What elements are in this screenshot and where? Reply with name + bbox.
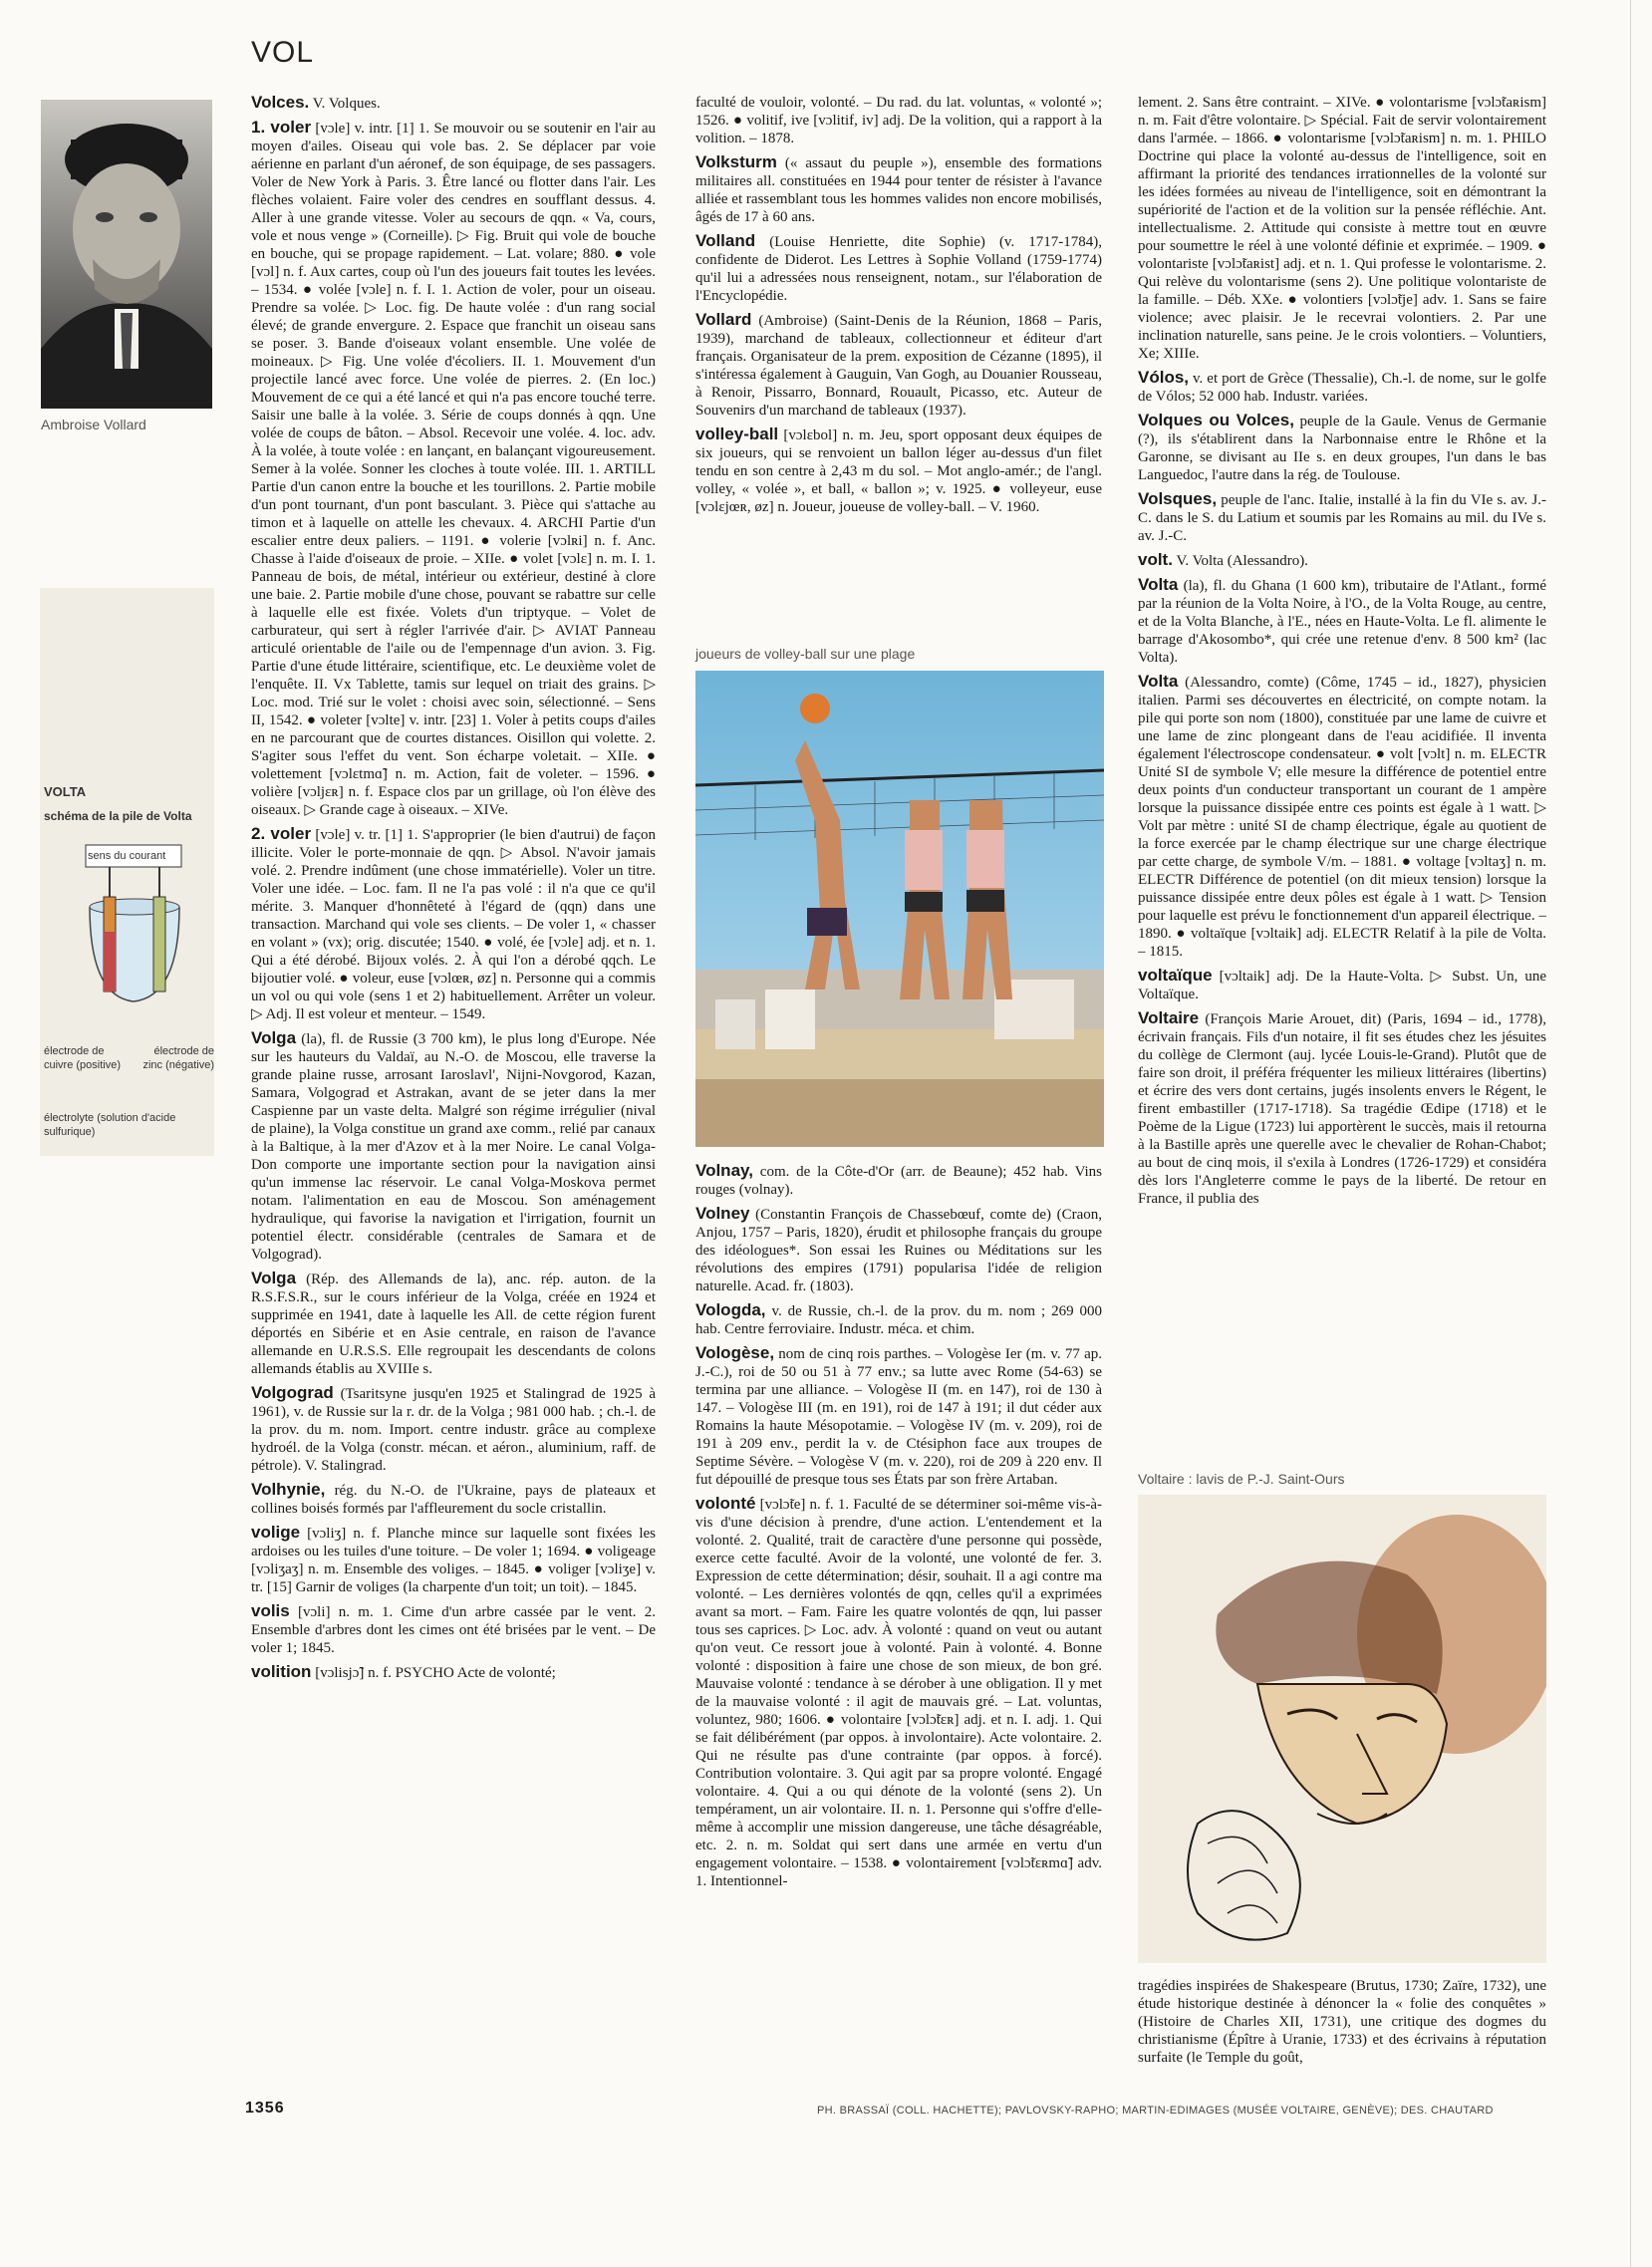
entry <box>695 1495 1102 1890</box>
entry <box>251 119 656 819</box>
entry <box>695 232 1102 305</box>
entry-text: [vɔle] v. intr. [1] 1. Se mouvoir ou se soutenir en l'air au moyen d'ailes. Oiseau qui vole bas. 2. Se déplacer par voie aérienne en parlant d'un aéronef, de son équipage, de ses passagers. Voler de New York à Paris. 3. Être lancé ou flotter dans l'air. Les flèches volaient. Faire voler des cendres en soufflant dessus. 4. Aller à une grande vitesse. Voler au secours de qqn. « Va, cours, vole et nous venge » (Corneille). ▷ Fig. Bruit qui vole de bouche en bouche, qui se propage rapidement. – Lat. volare; 880. ● vole [vɔl] n. f. Aux cartes, coup où l'un des joueurs fait toutes les levées. – 1534. ● volée [vɔle] n. f. I. 1. Action de voler, pour un oiseau. Prendre sa volée. ▷ Loc. fig. De haute volée : d'un rang social élevé; de grande envergure. 2. Espace que franchit un oiseau sans se poser. 3. Bande d'oiseaux volant ensemble. Une volée de moineaux. ▷ Fig. Une volée d'écoliers. II. 1. Mouvement d'un projectile lancé avec force. Une volée de pierres. 2. (En loc.) Mouvement de ce qui a été lancé et qui n'a pas encore touché terre. Saisir une balle à la volée. 3. Série de coups donnés à qqn. Une volée de coups de bâton. – Absol. Recevoir une volée. 4. loc. adv. À la volée, à toute volée : en lançant, en balançant vigoureusement. Semer à la volée. Sonner les cloches à toute volée. III. 1. ARTILL Partie d'un canon entre la bouche et les tourillons. 2. Partie mobile d'un pont tournant, d'un pont basculant. 3. Pièce qui s'attache au timon et à laquelle on attelle les chevaux. 4. ARCHI Partie d'un escalier entre deux paliers. – 1191. ● volerie [vɔlʀi] n. f. Anc. Chasse à l'aide d'oiseaux de proie. – XIIe. ● volet [vɔlɛ] n. m. I. 1. Panneau de bois, de métal, intérieur ou extérieur, destiné à clore une baie. 2. Partie mobile d'une chose, pouvant se rabattre sur celle à laquelle elle est fixée. Volets d'un triptyque. – Volet de carburateur, qui sert à régler l'arrivée d'air. ▷ AVIAT Panneau articulé orientable de l'aile ou de l'empennage d'un avion. 3. Fig. Partie d'une étude littéraire, scientifique, etc. Le deuxième volet de l'enquête. II. Vx Tablette, tamis sur lequel on triait des grains. ▷ Loc. mod. Trié sur le volet : choisi avec soin, sélectionné. – Sens II, 1542. ● voleter [vɔlte] v. intr. [23] 1. Voler à petits coups d'ailes en ne parcourant que de courtes distances. Oisillon qui volette. 2. S'agiter sous l'effet du vent. Son écharpe voletait. – XIIe. ● volettement [vɔlɛtmɑ̃] n. m. Action, fait de voleter. – 1596. ● volière [vɔljɛʀ] n. f. Espace clos par un grillage, où l'on élève des oiseaux. ▷ Grande cage à oiseaux. – XIVe. <box>251 121 656 818</box>
column-3-bottom <box>1138 1977 1546 2087</box>
entry-text: (la), fl. de Russie (3 700 km), le plus long d'Europe. Née sur les hauteurs du Valdaï, au N.-O. de Moscou, elle traverse la grande plaine russe, arrosant Iaroslavl', Nijni-Novgorod, Kazan, Samara, Volgograd et Astrakan, avant de se jeter dans la mer Caspienne par un vaste delta. Malgré son régime irrégulier (nival de plaine), la Volga constitue un grand axe comm., relié par canaux à la Baltique, à la mer d'Azov et à la mer Noire. Le canal Volga-Don comporte une importante section pour la navigation ainsi qu'un immense lac réservoir. Le canal Volga-Moskova permet notam. l'alimentation en eau de Moscou. Son aménagement hydraulique, qui favorise la navigation et l'irrigation, fournit un potentiel électr. considérable (centrales de Samara et de Volgograd). <box>251 1031 656 1263</box>
schema-zinc-label: électrode de zinc (négative) <box>142 1045 214 1071</box>
entry-headword: Vollard <box>695 310 752 329</box>
entry-text: [vɔlɔ̃te] n. f. 1. Faculté de se déterminer soi-même vis-à-vis d'une décision à prendre, d'une action. L'entendement et la volonté. 2. Qualité, trait de caractère d'une personne qui possède, exerce cette faculté. Avoir de la volonté, une volonté de fer. 3. Expression de cette détermination; désir, souhait. Il a agi contre ma volonté. – Les dernières volontés de qqn, celles qu'il a exprimées avant sa mort. – Fam. Faire les quatre volontés de qqn, lui passer tous ses caprices. ▷ Loc. adv. À volonté : quand on veut ou autant qu'on veut. Ce ressort joue à volonté. Pain à volonté. 4. Bonne volonté : disposition à faire une chose de son mieux, de bon gré. Mauvaise volonté : tendance à se dérober à une obligation. Il y met de la mauvaise volonté : il agit de mauvais gré. – Lat. voluntas, voluntez, 980; 1606. ● volontaire [vɔlɔ̃tɛʀ] adj. et n. I. adj. 1. Qui se fait délibérément (par oppos. à involontaire). Acte volontaire. 2. Qui ne résulte pas d'une contrainte (par oppos. à forcé). Contribution volontaire. 3. Qui agit par sa propre volonté. Engagé volontaire. 4. Qui a ou qui dénote de la volonté (sens 2). Un tempérament, un air volontaire. II. n. 1. Personne qui s'offre d'elle-même à accomplir une mission dangereuse, une tâche désagréable, etc. 2. n. m. Soldat qui sert dans une armée en vertu d'un engagement volontaire. – 1538. ● volontairement [vɔlɔ̃tɛʀmɑ̃] adv. 1. Intentionnel- <box>695 1497 1102 1889</box>
entry-text: (« assaut du peuple »), ensemble des formations militaires all. constituées en 1944 pour tenter de résister à l'avance alliée et rassemblant tous les hommes valides non encore mobilisés, âgés de 17 à 60 ans. <box>695 155 1102 225</box>
entry <box>1138 490 1546 545</box>
voltaire-drawing <box>1138 1495 1546 1963</box>
entry-headword: Voltaire <box>1138 1008 1200 1027</box>
entry-text: (Ambroise) (Saint-Denis de la Réunion, 1868 – Paris, 1939), marchand de tableaux, collectionneur et éditeur d'art français. Organisateur de la prem. exposition de Cézanne (1895), il s'intéressa également à Gauguin, Van Gogh, au Douanier Rousseau, à Renoir, Pissarro, Bonnard, Rouault, Picasso, etc. Auteur de Souvenirs d'un marchand de tableaux (1937). <box>695 313 1102 419</box>
entry-headword: Volland <box>695 231 756 250</box>
entry <box>1138 551 1546 570</box>
page-number: 1356 <box>245 2100 285 2117</box>
schema-electrolyte-label: électrolyte (solution d'acide sulfurique) <box>44 1112 176 1138</box>
entry-headword: volis <box>251 1601 290 1620</box>
running-head: VOL <box>251 36 315 69</box>
entry-headword: volley-ball <box>695 425 779 443</box>
entry-headword: volonté <box>695 1494 756 1513</box>
entry-text: V. Volques. <box>312 96 381 112</box>
volley-photo-image <box>695 671 1104 1147</box>
entry-headword: Volgograd <box>251 1383 334 1402</box>
entry <box>1138 673 1546 961</box>
entry-headword: Volga <box>251 1269 297 1287</box>
entry-text: peuple de l'anc. Italie, installé à la fin du VIe s. av. J.-C. dans le S. du Latium et soumis par les Romains au mil. du IVe s. av. J.-C. <box>1138 492 1546 544</box>
entry <box>695 425 1102 516</box>
entry-text: rég. du N.-O. de l'Ukraine, pays de plateaux et collines boisés formés par l'affleurement du socle cristallin. <box>251 1483 656 1517</box>
entry-headword: 2. voler <box>251 824 312 843</box>
entry-headword: Vologda, <box>695 1300 766 1319</box>
entry-headword: Vologèse, <box>695 1343 775 1362</box>
volley-caption: joueurs de volley-ball sur une plage <box>695 646 916 662</box>
schema-copper-label: électrode de cuivre (positive) <box>44 1045 122 1071</box>
entry-text: com. de la Côte-d'Or (arr. de Beaune); 452 hab. Vins rouges (volnay). <box>695 1164 1102 1198</box>
entry-text: [vɔliʒ] n. f. Planche mince sur laquelle sont fixées les ardoises ou les tuiles d'une toiture. – De voler 1; 1694. ● voligeage [vɔliʒaʒ] n. m. Ensemble des voliges. – 1845. ● voliger [vɔliʒe] v. tr. [15] Garnir de voliges (la charpente d'un toit; un toit). – 1845. <box>251 1526 656 1595</box>
schema-subtitle: schéma de la pile de Volta <box>44 809 192 823</box>
entry-headword: Volnay, <box>695 1162 753 1180</box>
entry <box>1138 1009 1546 1208</box>
entry-headword: 1. voler <box>251 118 312 137</box>
entry <box>251 1384 656 1475</box>
column-2-bottom <box>695 1162 1102 2087</box>
vollard-portrait <box>41 100 212 409</box>
entry <box>251 825 656 1023</box>
entry <box>695 1205 1102 1295</box>
entry <box>251 94 656 113</box>
voltaire-caption <box>1138 1471 1546 1487</box>
entry <box>695 311 1102 420</box>
entry-headword: Volksturm <box>695 152 777 171</box>
entry <box>1138 412 1546 484</box>
entry <box>695 94 1102 147</box>
photo-credits: PH. BRASSAÏ (COLL. HACHETTE); PAVLOVSKY-RAPHO; MARTIN-EDIMAGES (MUSÉE VOLTAIRE, GENÈVE); DES. CHAUTARD <box>817 2105 1494 2117</box>
entry-text: [vɔltaik] adj. De la Haute-Volta. ▷ Subst. Un, une Voltaïque. <box>1138 969 1546 1002</box>
entry-headword: Volhynie, <box>251 1480 326 1499</box>
volta-pile-diagram <box>70 837 209 1026</box>
entry-text: (Alessandro, comte) (Côme, 1745 – id., 1827), physicien italien. Parmi ses découvertes en électricité, on compte notam. la pile qui porte son nom (1800), constituée par une lame de cuivre et une lame de zinc plongeant dans de l'eau acidifiée. Il inventa également l'électroscope condensateur. ● volt [vɔlt] n. m. ELECTR Unité SI de symbole V; elle mesure la différence de potentiel entre deux points d'un conducteur transportant un courant de 1 ampère lorsque la puissance dissipée entre ces points est égale à 1 watt. ▷ Volt par mètre : unité SI de champ électrique, égale au quotient de la force exercée par le champ électrique sur une charge électrique par cette charge, de symbole V/m. – 1881. ● voltage [vɔltaʒ] n. m. ELECTR Différence de potentiel (on dit mieux tension) lorsque la puissance dissipée entre deux pôles est égale à 1 watt. ▷ Tension pour laquelle est prévu le fonctionnement d'un appareil électrique. – 1890. ● voltaïque [vɔltaik] adj. ELECTR Relatif à la pile de Volta. – 1815. <box>1138 675 1546 960</box>
entry-headword: volition <box>251 1662 312 1681</box>
entry-headword: Volques ou Volces, <box>1138 411 1294 429</box>
entry-text: v. de Russie, ch.-l. de la prov. du m. nom ; 269 000 hab. Centre ferroviaire. Industr. méca. et chim. <box>695 1303 1102 1337</box>
entry-headword: Volney <box>695 1204 750 1223</box>
entry-text: (Louise Henriette, dite Sophie) (v. 1717-1784), confidente de Diderot. Les Lettres à Sophie Volland (1759-1774) qu'il lui a adressées nous renseignent, notam., sur l'élaboration de l'Encyclopédie. <box>695 234 1102 304</box>
entry-text: [vɔlɛbol] n. m. Jeu, sport opposant deux équipes de six joueurs, qui se renvoient un ballon léger au-dessus d'un filet tendu en son centre à 2,43 m du sol. – Mot anglo-amér.; de l'angl. volley, « volée », et ball, « ballon »; v. 1925. ● volleyeur, euse [vɔlɛjœʀ, øz] n. Joueur, joueuse de volley-ball. – V. 1960. <box>695 427 1102 515</box>
voltaire-caption-text: Voltaire : lavis de P.-J. Saint-Ours <box>1138 1471 1345 1487</box>
entry <box>1138 1977 1546 2067</box>
entry-headword: volt. <box>1138 550 1173 569</box>
entry-headword: Vólos, <box>1138 368 1190 387</box>
entry <box>695 1301 1102 1338</box>
entry <box>1138 967 1546 1003</box>
entry-headword: Volces. <box>251 94 310 112</box>
entry-headword: voltaïque <box>1138 966 1213 985</box>
entry-headword: Volsques, <box>1138 489 1218 508</box>
entry <box>251 1481 656 1518</box>
entry-text: tragédies inspirées de Shakespeare (Brutus, 1730; Zaïre, 1732), une étude historique destinée à dénoncer la « folie des conquêtes » (Histoire de Charles XII, 1731), une critique des dogmes du christianisme (Épître à Uranie, 1733) et des écrivains à réputation surfaite (le Temple du goût, <box>1138 1978 1546 2066</box>
vollard-caption: Ambroise Vollard <box>41 417 146 432</box>
voltaire-drawing-image <box>1138 1495 1546 1963</box>
entry-text: lement. 2. Sans être contraint. – XIVe. ● volontarisme [vɔlɔ̃taʀism] n. m. Fait d'être volontaire. ▷ Spécial. Fait de servir volontairement dans l'armée. – 1866. ● volontarisme [vɔlɔ̃taʀism] n. m. 1. PHILO Doctrine qui place la volonté au-dessus de l'intelligence, soit en affirmant la priorité des tendances irrationnelles de la volonté sur les idées formées au niveau de l'intelligence, soit en démontrant la supériorité de l'action et de la volition sur la pensée réfléchie. Ant. intellectualisme. 2. Attitude qui consiste à mettre tout en œuvre pour soumettre le réel à une volonté définie et exprimée. – 1909. ● volontariste [vɔlɔ̃taʀist] adj. et n. 1. Qui professe le volontarisme. 2. Qui relève du volontarisme (sens 2). Une politique volontariste de la famille. – Déb. XXe. ● volontiers [vɔlɔ̃tje] adv. 1. Sans se faire violence; avec plaisir. Je le recevrai volontiers. 2. Par une inclination naturelle, sans peine. Je le crois volontiers. – Voluntiers, Xe; XIIIe. <box>1138 95 1546 362</box>
entry <box>251 1029 656 1264</box>
entry <box>251 1602 656 1657</box>
entry-text: (Tsaritsyne jusqu'en 1925 et Stalingrad de 1925 à 1961), v. de Russie sur la r. dr. de la Volga ; 981 000 hab. ; ch.-l. de la prov. du m. nom. Import. centre industr. grâce au complexe hydroél. de la Volga (constr. mécan. et aéron., aluminium, raff. de pétrole). V. Stalingrad. <box>251 1386 656 1474</box>
schema-current-label: sens du courant <box>88 850 166 862</box>
entry <box>1138 369 1546 406</box>
entry <box>695 1344 1102 1489</box>
column-2-top <box>695 94 1102 642</box>
entry-text: (Rép. des Allemands de la), anc. rép. auton. de la R.S.F.S.R., sur le cours inférieur de la Volga, créée en 1924 et supprimée en 1941, date à laquelle les All. de cette région furent déportés en Sibérie et en Asie centrale, en raison de l'avance allemande en U.R.S.S. Elle regroupait les descendants de colons allemands établis au XVIIIe s. <box>251 1272 656 1377</box>
entry-headword: Volta <box>1138 575 1179 594</box>
entry-text: (François Marie Arouet, dit) (Paris, 1694 – id., 1778), écrivain français. Fils d'un notaire, il fit ses études chez les jésuites du collège de Clermont (auj. lycée Louis-le-Grand). Plutôt que de faire son droit, il préféra fréquenter les milieux littéraires (libertins) et écrire des vers dont certains, jugés insolents envers le Régent, le firent embastiller (1717-1718). Sa tragédie Œdipe (1718) et le Poème de la Ligue (1723) lui apportèrent le succès, mais il retourna à la Bastille après une querelle avec le chevalier de Rohan-Chabot; au bout de cinq mois, il s'exila à Londres (1726-1729) et considéra dès lors l'Angleterre comme le pays de la liberté. De retour en France, il publia des <box>1138 1011 1546 1207</box>
entry-text: [vɔlisjɔ̃] n. f. PSYCHO Acte de volonté; <box>315 1665 556 1681</box>
column-1 <box>251 94 656 2087</box>
entry-text: peuple de la Gaule. Venus de Germanie (?), ils s'établirent dans la Narbonnaise entre le Rhône et la Garonne, se divisant au IIe s. en deux groupes, l'un dans le bas Languedoc, l'autre dans la rég. de Toulouse. <box>1138 414 1546 483</box>
entry-headword: volige <box>251 1523 301 1542</box>
entry-text: (Constantin François de Chassebœuf, comte de) (Craon, Anjou, 1757 – Paris, 1820), érudit et philosophe français du groupe des idéologues*. Son essai les Ruines ou Méditations sur les révolutions des empires (1791) popularisa l'idée de religion naturelle. Acad. fr. (1803). <box>695 1207 1102 1294</box>
entry <box>251 1270 656 1378</box>
entry-text: [vɔli] n. m. 1. Cime d'un arbre cassée par le vent. 2. Ensemble d'arbres dont les cimes ont été brisées par le vent. – De voler 1; 1845. <box>251 1604 656 1656</box>
column-3-top <box>1138 94 1546 1467</box>
entry-text: (la), fl. du Ghana (1 600 km), tributaire de l'Atlant., formé par la réunion de la Volta Noire, à l'O., de la Volta Rouge, au centre, et de la Volta Blanche, à l'E., nées en Haute-Volta. Le fl. alimente le barrage d'Akosombo*, qui crée une retenue d'env. 8 500 km² (lac Volta). <box>1138 578 1546 666</box>
schema-title: VOLTA <box>44 784 87 799</box>
entry-text: v. et port de Grèce (Thessalie), Ch.-l. de nome, sur le golfe de Vólos; 52 000 hab. Industr. variées. <box>1138 371 1546 405</box>
entry-text: [vɔle] v. tr. [1] 1. S'approprier (le bien d'autrui) de façon illicite. Voler le porte-monnaie de qqn. ▷ Absol. N'avoir jamais volé. 2. Prendre indûment (une chose immatérielle). Voler un titre. Voler une idée. – Loc. fam. Il ne l'a pas volé : il n'a que ce qu'il mérite. 3. Manquer d'honnêteté à l'égard de (qqn) dans une transaction. Marchand qui vole ses clients. – De voler 1, « chasser en volant » (vx); orig. discutée; 1540. ● volé, ée [vɔle] adj. et n. 1. Qui a été dérobé. Bijoux volés. 2. À qui l'on a dérobé qqch. Le bijoutier volé. ● voleur, euse [vɔlœʀ, øz] n. Personne qui a commis un vol ou qui vole (sens 1 et 2) habituellement. Arrêter un voleur. ▷ Adj. Il est voleur et menteur. – 1549. <box>251 827 656 1022</box>
entry <box>251 1663 656 1682</box>
entry <box>1138 94 1546 363</box>
entry <box>695 153 1102 226</box>
entry-headword: Volta <box>1138 672 1179 691</box>
entry <box>1138 576 1546 667</box>
entry-text: nom de cinq rois parthes. – Vologèse Ier (m. v. 77 ap. J.-C.), roi de 50 ou 51 à 77 env.; sa lutte avec Rome (54-63) se termina par une alliance. – Vologèse II (m. en 147), roi de 130 à 147. – Vologèse III (m. en 191), roi de 147 à 191; il dut céder aux Romains la haute Mésopotamie. – Vologèse IV (m. v. 209), roi de 191 à 209 env., perdit la v. de Ctésiphon face aux troupes de Septime Sévère. – Vologèse V (m. v. 220), roi de 209 à 220 env. Il fut dépouillé de presque tous ses États par son frère Artaban. <box>695 1346 1102 1488</box>
entry-text: faculté de vouloir, volonté. – Du rad. du lat. voluntas, « volonté »; 1526. ● volitif, ive [vɔlitif, iv] adj. De la volition, qui a rapport à la volition. – 1878. <box>695 95 1102 146</box>
volley-photo <box>695 671 1104 1147</box>
vollard-portrait-image <box>41 100 212 409</box>
entry <box>251 1524 656 1596</box>
entry <box>695 1162 1102 1199</box>
entry-text: V. Volta (Alessandro). <box>1176 553 1308 569</box>
entry-headword: Volga <box>251 1028 297 1047</box>
